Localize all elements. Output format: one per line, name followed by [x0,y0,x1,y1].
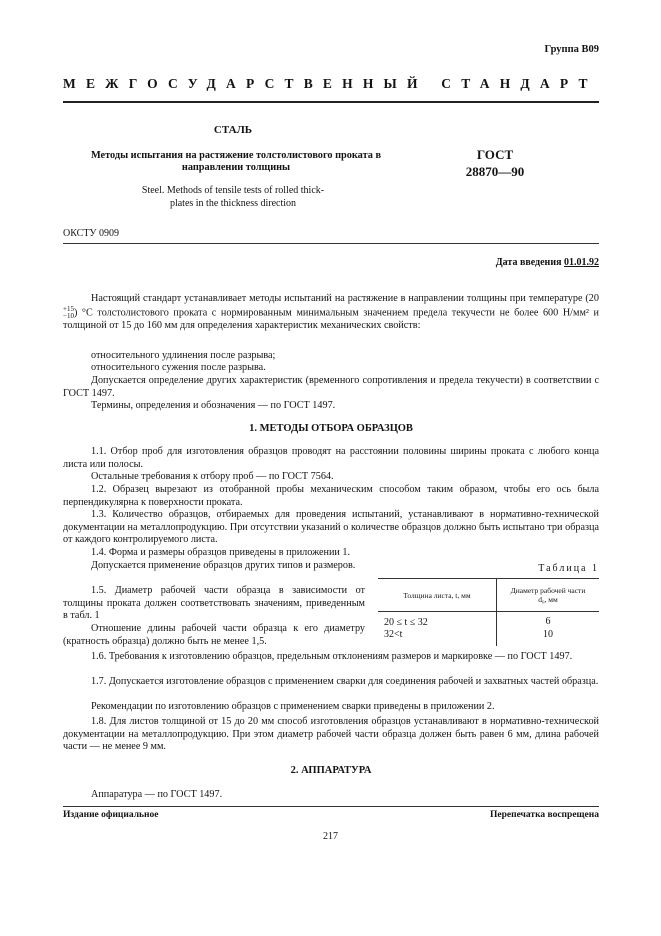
standard-name-en: Steel. Methods of tensile tests of rolled thick-plates in the thickness direction [141,185,325,209]
intro-p1-b: ) °С толстолистового проката с нормированным минимальным значением предела текучести не более 600 Н/мм² и толщиной от 15 до 160 мм для определения характеристик механических свойств: [63,306,599,331]
header-rule [63,101,599,103]
group-code: Группа В09 [544,44,599,55]
clause-1-1: 1.1. Отбор проб для изготовления образцов проводят на расстоянии половины ширины проката с любого конца листа или полосы. [63,446,599,470]
section-2-heading: 2. АППАРАТУРА [290,765,372,776]
footer-official-edition: Издание официальное [63,810,159,820]
title-rule [63,243,599,244]
gost-number: 28870—90 [465,164,525,179]
temperature-tolerance [63,306,74,320]
clause-1-2: 1.2. Образец вырезают из отобранной пробы механическим способом таким образом, чтобы его ось была перпендикулярна к поверхности проката. [63,484,599,508]
clause-1-3: 1.3. Количество образцов, отбираемых для проведения испытаний, устанавливают в нормативно-технической документации на металлопродукцию. При отсутствии указаний о количестве образцов должно быть испытано три образца от каждого контролируемого листа. [63,509,599,545]
standard-name-ru: Методы испытания на растяжение толстолистового проката в направлении толщины [90,150,382,173]
intro-p1-a: Настоящий стандарт устанавливает методы испытаний на растяжение в направлении толщины при температуре (20 [91,293,599,304]
table-1-row-2-diameter: 10 [543,629,553,640]
table-1-row-2-thickness: 32<t [378,628,497,646]
clause-1-6: 1.6. Требования к изготовлению образцов, предельным отклонениям размеров и маркировке — по ГОСТ 1497. [91,651,573,662]
footer-reprint-prohibited: Перепечатка воспрещена [489,810,599,820]
intro-paragraph-1 [63,293,599,332]
table-1 [378,578,599,646]
table-1-col-diameter [497,579,600,612]
clause-1-1b: Остальные требования к отбору проб — по ГОСТ 7564. [91,471,334,482]
clause-1-5b: Отношение длины рабочей части образца к его диаметру (кратность образца) должно быть не менее 1,5. [63,623,365,647]
temp-upper: +15 [63,304,74,313]
intro-paragraph-3: Термины, определения и обозначения — по ГОСТ 1497. [91,400,336,411]
intro-item-1: относительного удлинения после разрыва; [91,350,276,361]
clause-1-7: 1.7. Допускается изготовление образцов с применением сварки для соединения рабочей и захватных частей образца. [91,676,599,687]
clause-1-7b: Рекомендации по изготовлению образцов с применением сварки приведены в приложении 2. [91,701,495,712]
material-title: СТАЛЬ [213,124,253,136]
table-1-row-1-thickness: 20 ≤ t ≤ 32 [378,612,497,629]
gost-label: ГОСТ [476,147,514,162]
clause-1-8: 1.8. Для листов толщиной от 15 до 20 мм способ изготовления образцов устанавливают в нормативно-технической документации на металлопродукцию. При этом диаметр рабочей части образца должен быть равен 6 мм, длина рабочей части — не менее 9 мм. [63,716,599,752]
table-1-col-diameter-line2: d₀, мм [538,595,558,604]
intro-date-value: 01.01.92 [564,257,599,268]
page-number: 217 [323,831,338,842]
intro-date-label: Дата введения [495,257,562,268]
clause-1-5: 1.5. Диаметр рабочей части образца в зависимости от толщины проката должен соответствовать значениям, приведенным в табл. 1 [63,585,365,621]
table-1-col-thickness: Толщина листа, t, мм [378,579,497,612]
table-1-row-1-diameter: 6 [545,616,551,627]
intro-item-2: относительного сужения после разрыва. [91,362,266,373]
intro-date [496,257,599,268]
section-2-paragraph: Аппаратура — по ГОСТ 1497. [91,789,223,800]
footer-rule [63,806,599,807]
okstu-code: ОКСТУ 0909 [63,228,120,239]
table-1-col-diameter-line1: Диаметр рабочей части [510,586,586,595]
clause-1-4b: Допускается применение образцов других типов и размеров. [91,560,356,571]
temp-lower: −10 [63,311,74,320]
table-1-caption: Таблица 1 [538,563,599,574]
section-1-heading: 1. МЕТОДЫ ОТБОРА ОБРАЗЦОВ [249,423,413,434]
clause-1-4: 1.4. Форма и размеры образцов приведены в приложении 1. [91,547,351,558]
standard-kind: МЕЖГОСУДАРСТВЕННЫЙ СТАНДАРТ [63,76,598,91]
intro-paragraph-2: Допускается определение других характеристик (временного сопротивления и предела текучести) в соответствии с ГОСТ 1497. [63,375,599,399]
